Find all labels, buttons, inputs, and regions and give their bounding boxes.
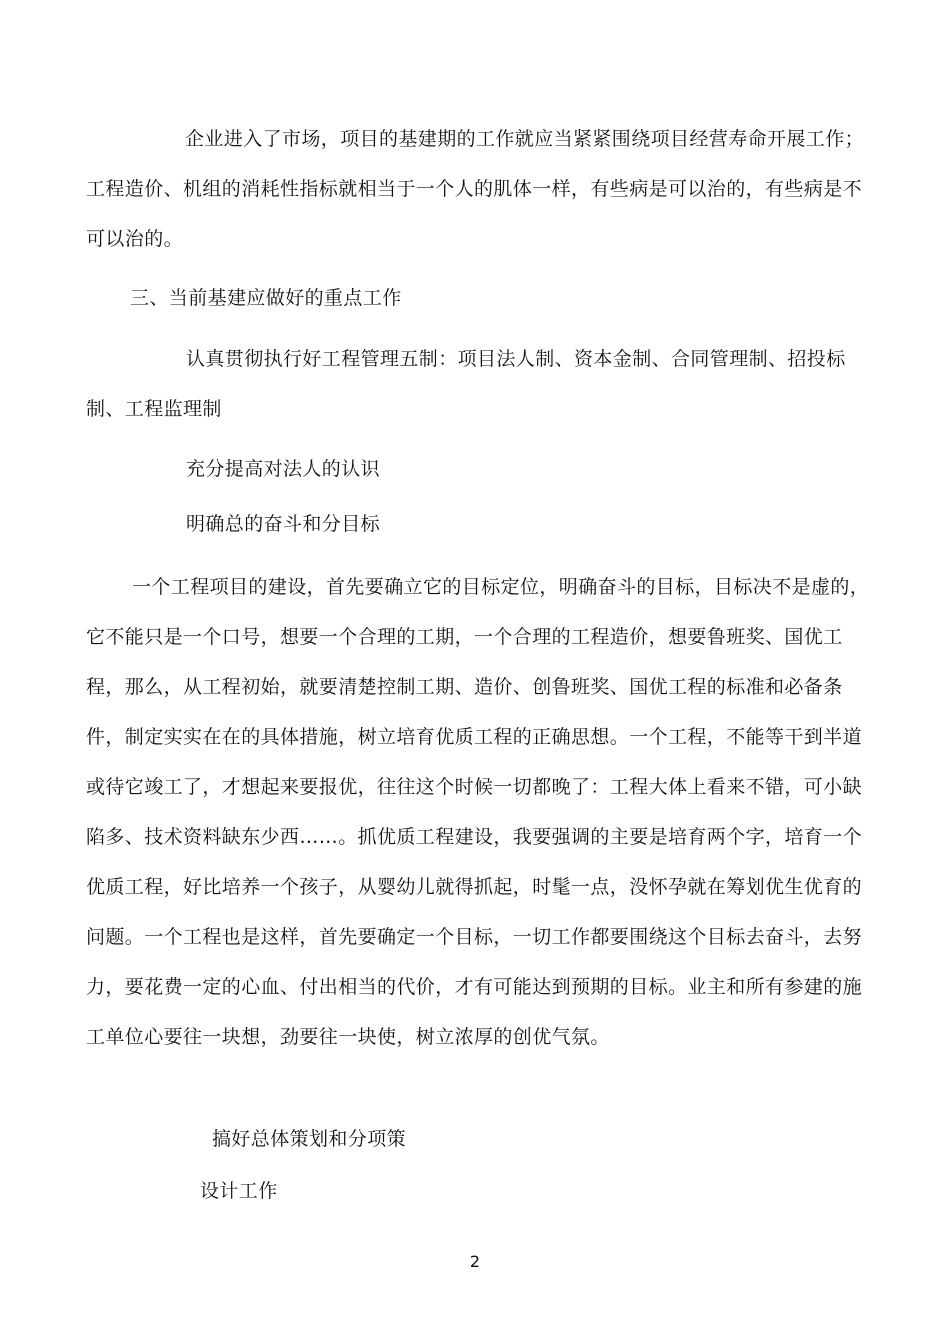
- paragraph-market: 企业进入了市场，项目的基建期的工作就应当紧紧围绕项目经营寿命开展工作；工程造价、机组的消耗性指标就相当于一个人的肌体一样，有些病是可以治的，有些病是不可以治的。: [86, 128, 865, 250]
- page-number: 2: [469, 1252, 481, 1271]
- section-heading: 三、当前基建应做好的重点工作: [130, 287, 402, 309]
- subheading-design-work: 设计工作: [200, 1180, 278, 1202]
- subheading-planning: 搞好总体策划和分项策: [212, 1128, 407, 1150]
- subheading-legal-person: 充分提高对法人的认识: [186, 458, 381, 480]
- paragraph-project-goals: 一个工程项目的建设，首先要确立它的目标定位，明确奋斗的目标，目标决不是虚的，它不能只是一个口号，想要一个合理的工期，一个合理的工程造价，想要鲁班奖、国优工程，那么，从工程初始，就要清楚控制工期、造价、创鲁班奖、国优工程的标准和必备条件，制定实实在在的具体措施，树立培育优质工程的正确思想。一个工程，不能等干到半道或待它竣工了，才想起来要报优，往往这个时候一切都晚了：工程大体上看来不错，可小缺陷多、技术资料缺东少西……。抓优质工程建设，我要强调的主要是培育两个字，培育一个优质工程，好比培养一个孩子，从婴幼儿就得抓起，时髦一点，没怀孕就在筹划优生优育的问题。一个工程也是这样，首先要确定一个目标，一切工作都要围绕这个目标去奋斗，去努力，要花费一定的心血、付出相当的代价，才有可能达到预期的目标。业主和所有参建的施工单位心要往一块想，劲要往一块使，树立浓厚的创优气氛。: [86, 576, 870, 1048]
- paragraph-five-systems: 认真贯彻执行好工程管理五制：项目法人制、资本金制、合同管理制、招投标制、工程监理制: [86, 348, 846, 420]
- subheading-goals: 明确总的奋斗和分目标: [186, 513, 381, 535]
